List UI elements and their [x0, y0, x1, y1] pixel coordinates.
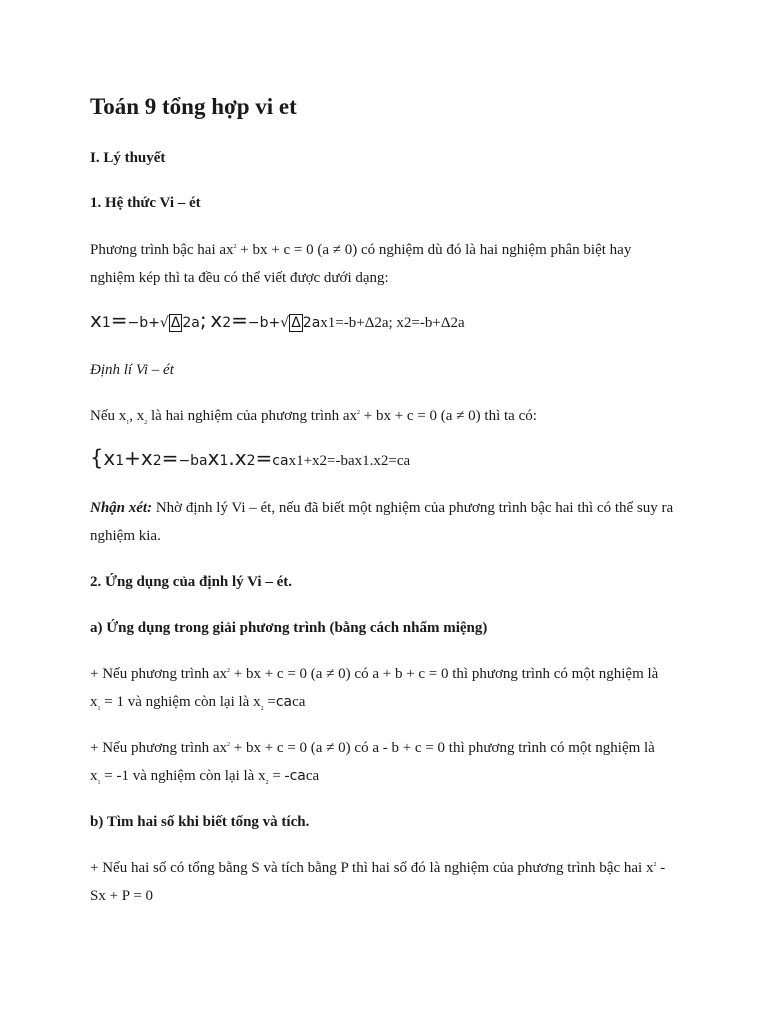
paragraph-rule-2	[90, 734, 690, 790]
subsection-heading-applications: 2. Ứng dụng của định lý Vi – ét.	[90, 574, 292, 590]
paragraph-line	[90, 402, 690, 430]
formula-semicolon: ;	[199, 308, 207, 332]
formula-sub: 2	[246, 453, 256, 469]
formula-op: .	[228, 446, 235, 470]
paragraph-line	[90, 660, 690, 688]
formula-part: ca	[272, 453, 289, 469]
formula-roots	[90, 308, 465, 332]
subscript: 2	[265, 780, 269, 786]
formula-vieta-system	[90, 446, 410, 470]
paragraph-sum-product	[90, 854, 690, 910]
remark-label: Nhận xét:	[90, 500, 153, 516]
paragraph-line	[90, 236, 690, 264]
superscript: 2	[233, 244, 237, 250]
delta-box: Δ	[170, 315, 181, 331]
paragraph-line	[90, 854, 690, 882]
superscript: 2	[227, 668, 230, 674]
fraction-num: c	[275, 694, 284, 710]
subscript: 2	[260, 706, 264, 712]
formula-part: −b+√	[247, 315, 290, 331]
fraction-num: c	[289, 768, 298, 784]
text-run: -	[656, 860, 666, 876]
text-run: + Nếu phương trình ax	[90, 740, 227, 756]
formula-var: x	[210, 308, 223, 332]
paragraph-line: Sx + P = 0	[90, 888, 154, 904]
delta-box: Δ	[291, 315, 301, 331]
subscript: 1	[97, 706, 101, 712]
text-run: + bx + c = 0 (a ≠ 0) có a - b + c = 0 thì phương trình có một nghiệm là	[230, 740, 655, 756]
subscript: 2	[144, 420, 148, 426]
formula-var: x	[207, 446, 220, 470]
formula-var: x	[103, 446, 116, 470]
paragraph-remark	[90, 494, 690, 550]
formula-part: 2a	[182, 315, 200, 331]
heading-application-b: b) Tìm hai số khi biết tổng và tích.	[90, 814, 310, 830]
text-run: = -	[268, 768, 290, 784]
text-run: Nếu x	[90, 408, 127, 424]
formula-eq: =	[255, 446, 273, 470]
formula-brace: {	[90, 446, 104, 470]
text-run: =	[263, 694, 276, 710]
text-run: ca	[292, 694, 306, 710]
formula-eq: =	[231, 308, 248, 332]
text-run: x	[90, 694, 98, 710]
formula-part: −b+√	[127, 315, 169, 331]
formula-part: −ba	[178, 453, 208, 469]
text-run: + bx + c = 0 (a ≠ 0) có a + b + c = 0 thì phương trình có một nghiệm là	[230, 666, 659, 682]
paragraph-line	[90, 734, 690, 762]
theorem-title: Định lí Vi – ét	[90, 362, 174, 378]
paragraph-rule-1	[90, 660, 690, 716]
text-run: + Nếu phương trình ax	[90, 666, 227, 682]
section-heading-theory: I. Lý thuyết	[90, 150, 166, 166]
heading-application-a: a) Ứng dụng trong giải phương trình (bằng cách nhẩm miệng)	[90, 620, 488, 636]
text-run: = -1 và nghiệm còn lại là x	[100, 768, 266, 784]
paragraph-line	[90, 688, 690, 716]
paragraph-quadratic-roots	[90, 236, 690, 292]
formula-var: x	[90, 308, 102, 332]
paragraph-line: nghiệm kép thì ta đều có thể viết được dưới dạng:	[90, 270, 389, 286]
text-run: = 1 và nghiệm còn lại là x	[100, 694, 261, 710]
paragraph-vieta-condition	[90, 402, 690, 430]
superscript: 2	[227, 742, 230, 748]
text-run: , x	[129, 408, 145, 424]
formula-plain-text: x1+x2=-bax1.x2=ca	[288, 453, 411, 469]
paragraph-line	[90, 762, 690, 790]
formula-var: x	[234, 446, 247, 470]
superscript: 2	[653, 862, 657, 868]
text-run: + bx + c = 0 (a ≠ 0) thì ta có:	[360, 408, 537, 424]
formula-sub: 1	[101, 315, 111, 331]
formula-eq: =	[161, 446, 179, 470]
formula-part: 2a	[302, 315, 321, 331]
text-run: Phương trình bậc hai ax	[90, 242, 234, 258]
formula-sub: 1	[219, 453, 229, 469]
paragraph-line	[90, 494, 690, 522]
text-run: + Nếu hai số có tổng bằng S và tích bằng P thì hai số đó là nghiệm của phương trình bậc hai x	[90, 860, 654, 876]
text-run: + bx + c = 0 (a ≠ 0) có nghiệm dù đó là hai nghiệm phân biệt hay	[236, 242, 632, 258]
text-run: x	[90, 768, 98, 784]
formula-sub: 2	[152, 453, 162, 469]
formula-sub: 2	[222, 315, 232, 331]
text-run: là hai nghiệm của phương trình ax	[147, 408, 358, 424]
formula-sub: 1	[115, 453, 125, 469]
formula-var: x	[140, 446, 153, 470]
fraction-den: a	[297, 768, 306, 784]
paragraph-line: nghiệm kia.	[90, 528, 161, 544]
superscript: 2	[357, 410, 361, 416]
formula-plain-text: x1=-b+Δ2a; x2=-b+Δ2a	[320, 315, 465, 331]
text-run: ca	[305, 768, 320, 784]
subscript: 1	[97, 780, 101, 786]
text-run: Nhờ định lý Vi – ét, nếu đã biết một nghiệm của phương trình bậc hai thì có thể suy ra	[152, 500, 674, 516]
formula-op: +	[124, 446, 141, 470]
fraction-den: a	[283, 694, 293, 710]
subscript: 1	[126, 420, 130, 426]
subsection-heading-vieta-formula: 1. Hệ thức Vi – ét	[90, 195, 201, 211]
page-title: Toán 9 tổng hợp vi et	[90, 94, 297, 119]
formula-eq: =	[110, 308, 128, 332]
